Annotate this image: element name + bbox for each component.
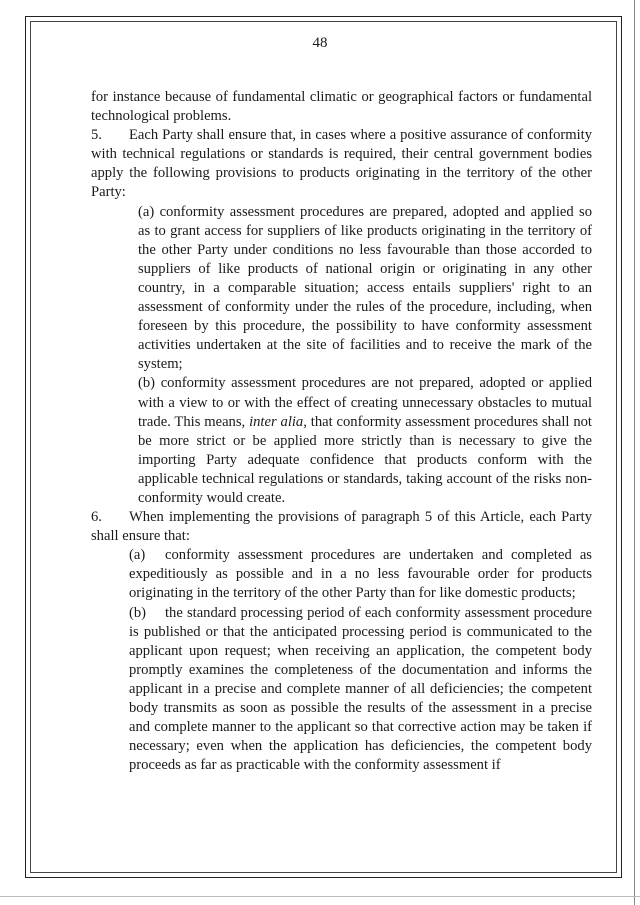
paragraph-5-number: 5. — [91, 127, 102, 144]
paragraph-6-item-b-text: the standard processing period of each conformity assessment procedure is published or that the anticipated processing period is communicated to the applicant upon request; when receiving an application, the competent body promptly examines the completeness of the documentation and informs the applicant in a precise and complete manner of all deficiencies; the competent body transmits as soon as possible the results of the assessment in a precise and complete manner to the applicant so that corrective action may be taken if necessary; even when the application has deficiencies, the competent body proceeds as far as practicable with the conformity assessment if — [129, 604, 592, 774]
scan-edge-bottom — [0, 896, 640, 897]
paragraph-5-item-a-label: (a) — [138, 203, 155, 220]
paragraph-5-item-b-text: conformity assessment procedures are not prepared, adopted or applied with a view to or with the effect of creating unnecessary obstacles to mutual trade. This means, — [138, 375, 592, 430]
paragraph-6-item-a-text: conformity assessment procedures are undertaken and completed as expeditiously as possible and in a no less favourable order for products originating in the territory of the other Party than for like domestic products; — [129, 547, 592, 602]
paragraph-5-item-b-italic: inter alia, — [249, 413, 307, 430]
paragraph-5-item-a — [91, 203, 592, 375]
paragraph-5-item-a-text: conformity assessment procedures are prepared, adopted and applied so as to grant access for suppliers of like products originating in the territory of the other Party under conditions no less favourable than those accorded to suppliers of like products of national origin or originating in any other country, in a comparable situation; access entails suppliers' right to an assessment of conformity under the rules of the procedure, including, when foreseen by this procedure, the possibility to have conformity assessment activities undertaken at the site of facilities and to receive the mark of the system; — [138, 203, 592, 373]
paragraph-5-item-b — [91, 374, 592, 508]
paragraph-6-text: When implementing the provisions of paragraph 5 of this Article, each Party shall ensure that: — [91, 509, 592, 545]
paragraph-6-item-b — [91, 604, 592, 776]
paragraph-6-item-b-label: (b) — [129, 604, 147, 621]
scan-edge-right — [634, 0, 635, 905]
document-body — [91, 88, 592, 775]
page-number: 48 — [312, 35, 328, 51]
paragraph-5-text: Each Party shall ensure that, in cases where a positive assurance of conformity with technical regulations or standards is required, their central government bodies apply the following provisions to products originating in the territory of the other Party: — [91, 127, 592, 201]
paragraph-6 — [91, 508, 592, 546]
intro-paragraph: for instance because of fundamental climatic or geographical factors or fundamental technological problems. — [91, 89, 592, 125]
paragraph-5 — [91, 126, 592, 202]
paragraph-6-item-a — [91, 546, 592, 603]
paragraph-6-number: 6. — [91, 509, 102, 526]
paragraph-5-item-b-label: (b) — [138, 375, 156, 392]
paragraph-6-item-a-label: (a) — [129, 547, 146, 564]
paragraph-5-item-b-text-after: that conformity assessment procedures shall not be more strict or be applied more strictly than is necessary to give the importing Party adequate confidence that products conform with the applicable technical regulations or standards, taking account of the risks non-conformity would create. — [138, 413, 592, 506]
